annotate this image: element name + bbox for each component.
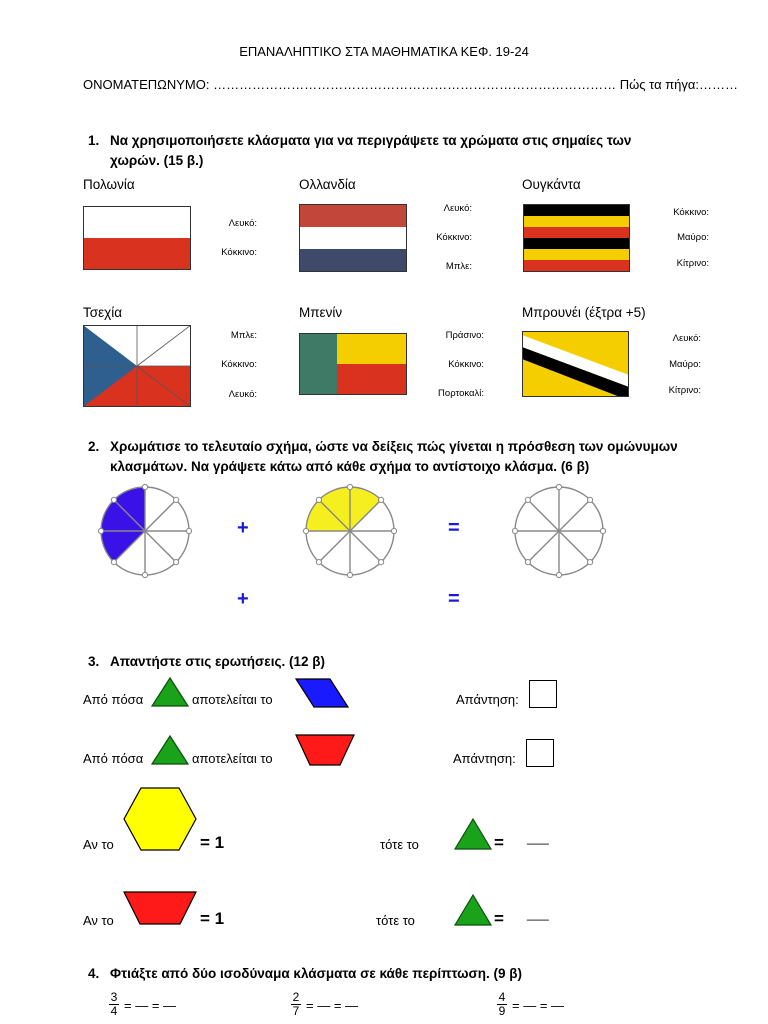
fraction-denominator: 4 <box>110 1004 118 1018</box>
equivalent-blanks[interactable]: = — = — <box>306 998 359 1013</box>
flag-label: Μπλε: <box>230 330 257 341</box>
fraction-3-4 <box>107 991 121 1018</box>
page-title: ΕΠΑΝΑΛΗΠΤΙΚΟ ΣΤΑ ΜΑΘΗΜΑΤΙΚΑ ΚΕΦ. 19-24 <box>239 44 529 59</box>
row-text-if: Αν το <box>83 837 114 852</box>
green-triangle-icon <box>453 893 493 927</box>
blue-parallelogram-icon <box>294 677 350 709</box>
country-name-benin: Μπενίν <box>299 305 343 320</box>
answer-label: Απάντηση: <box>456 692 519 707</box>
row-text-then: τότε το <box>380 837 419 852</box>
equals-sign: = <box>494 909 504 928</box>
answer-blank[interactable]: ___ <box>527 830 549 845</box>
equals-one: = 1 <box>200 909 225 928</box>
flag-label: Μαύρο: <box>677 232 709 243</box>
equivalent-blanks[interactable]: = — = — <box>124 998 177 1013</box>
flag-label: Κόκκινο: <box>673 207 709 218</box>
green-triangle-icon <box>453 817 493 851</box>
yellow-hexagon-icon <box>122 786 198 852</box>
flag-label: Πορτοκαλί: <box>438 388 484 399</box>
answer-box[interactable] <box>529 680 557 708</box>
answer-box[interactable] <box>526 739 554 767</box>
fraction-numerator: 3 <box>110 990 118 1004</box>
flag-label: Κίτρινο: <box>676 258 709 269</box>
row-text-if: Αν το <box>83 913 114 928</box>
flag-label: Λευκό: <box>228 218 257 229</box>
question-1-number: 1. <box>88 133 100 148</box>
fraction-denominator: 7 <box>292 1004 300 1018</box>
fraction-2-7 <box>289 991 303 1018</box>
country-name-czechia: Τσεχία <box>83 305 123 320</box>
flag-label: Πράσινο: <box>445 330 484 341</box>
flag-brunei <box>522 331 629 397</box>
row-text-from: Από πόσα <box>83 751 144 766</box>
flag-label: Κόκκινο: <box>436 232 472 243</box>
country-name-poland: Πολωνία <box>83 177 135 192</box>
equals-one: = 1 <box>200 833 225 852</box>
fraction-numerator: 2 <box>292 990 300 1004</box>
green-triangle-icon <box>150 734 190 766</box>
fraction-4-9 <box>495 991 509 1018</box>
equivalent-blanks[interactable]: = — = — <box>512 998 565 1013</box>
flag-poland <box>83 206 191 270</box>
fraction-numerator: 4 <box>498 990 506 1004</box>
country-name-uganda: Ουγκάντα <box>522 177 581 192</box>
row-text-consists: αποτελείται το <box>192 692 273 707</box>
question-3-number: 3. <box>88 654 100 669</box>
plus-sign: + <box>237 517 249 539</box>
question-3-text: Απαντήστε στις ερωτήσεις. (12 β) <box>110 654 325 669</box>
flag-label: Μαύρο: <box>669 359 701 370</box>
flag-label: Λευκό: <box>228 389 257 400</box>
answer-label: Απάντηση: <box>453 751 516 766</box>
red-trapezoid-icon <box>294 733 356 767</box>
flag-label: Κόκκινο: <box>448 359 484 370</box>
question-2 <box>0 437 768 479</box>
equals-sign: = <box>494 833 504 852</box>
green-triangle-icon <box>150 676 190 708</box>
question-2-number: 2. <box>88 439 100 454</box>
answer-blank[interactable]: ___ <box>527 906 549 921</box>
fraction-circle-1 <box>95 481 195 581</box>
question-4-text: Φτιάξτε από δύο ισοδύναμα κλάσματα σε κάθε περίπτωση. (9 β) <box>110 966 523 981</box>
row-text-from: Από πόσα <box>83 692 144 707</box>
name-line: ΟΝΟΜΑΤΕΠΩΝΥΜΟ: ………………………………………………………………………………… Πώς τα πήγα:……… <box>83 77 739 92</box>
row-text-then: τότε το <box>376 913 415 928</box>
equals-sign: = <box>448 588 460 610</box>
flag-benin <box>299 333 407 395</box>
question-4 <box>0 964 768 986</box>
red-trapezoid-icon <box>122 890 198 926</box>
question-4-number: 4. <box>88 966 100 981</box>
equals-sign: = <box>448 517 460 539</box>
question-1-text: Να χρησιμοποιήσετε κλάσματα για να περιγράψετε τα χρώματα στις σημαίες των χωρών. (15 β.) <box>110 133 632 168</box>
flag-label: Λευκό: <box>672 333 701 344</box>
plus-sign: + <box>237 588 249 610</box>
flag-label: Κίτρινο: <box>668 385 701 396</box>
fraction-denominator: 9 <box>498 1004 506 1018</box>
question-2-text: Χρωμάτισε το τελευταίο σχήμα, ώστε να δείξεις πώς γίνεται η πρόσθεση των ομώνυμων κλασμάτων. Να γράψετε κάτω από κάθε σχήμα το αντίστοιχο κλάσμα. (6 β) <box>110 439 678 474</box>
row-text-consists: αποτελείται το <box>192 751 273 766</box>
flag-uganda <box>523 204 630 272</box>
flag-label: Λευκό: <box>443 203 472 214</box>
country-name-netherlands: Ολλανδία <box>299 177 356 192</box>
flag-label: Μπλε: <box>445 261 472 272</box>
flag-czechia <box>83 325 191 407</box>
flag-label: Κόκκινο: <box>221 247 257 258</box>
country-name-brunei: Μπρουνέι (έξτρα +5) <box>522 305 646 320</box>
fraction-circle-2 <box>300 481 400 581</box>
flag-label: Κόκκινο: <box>221 359 257 370</box>
question-3 <box>0 652 768 674</box>
flag-netherlands <box>299 204 407 272</box>
question-1 <box>0 131 768 173</box>
fraction-circle-answer[interactable] <box>509 481 609 581</box>
